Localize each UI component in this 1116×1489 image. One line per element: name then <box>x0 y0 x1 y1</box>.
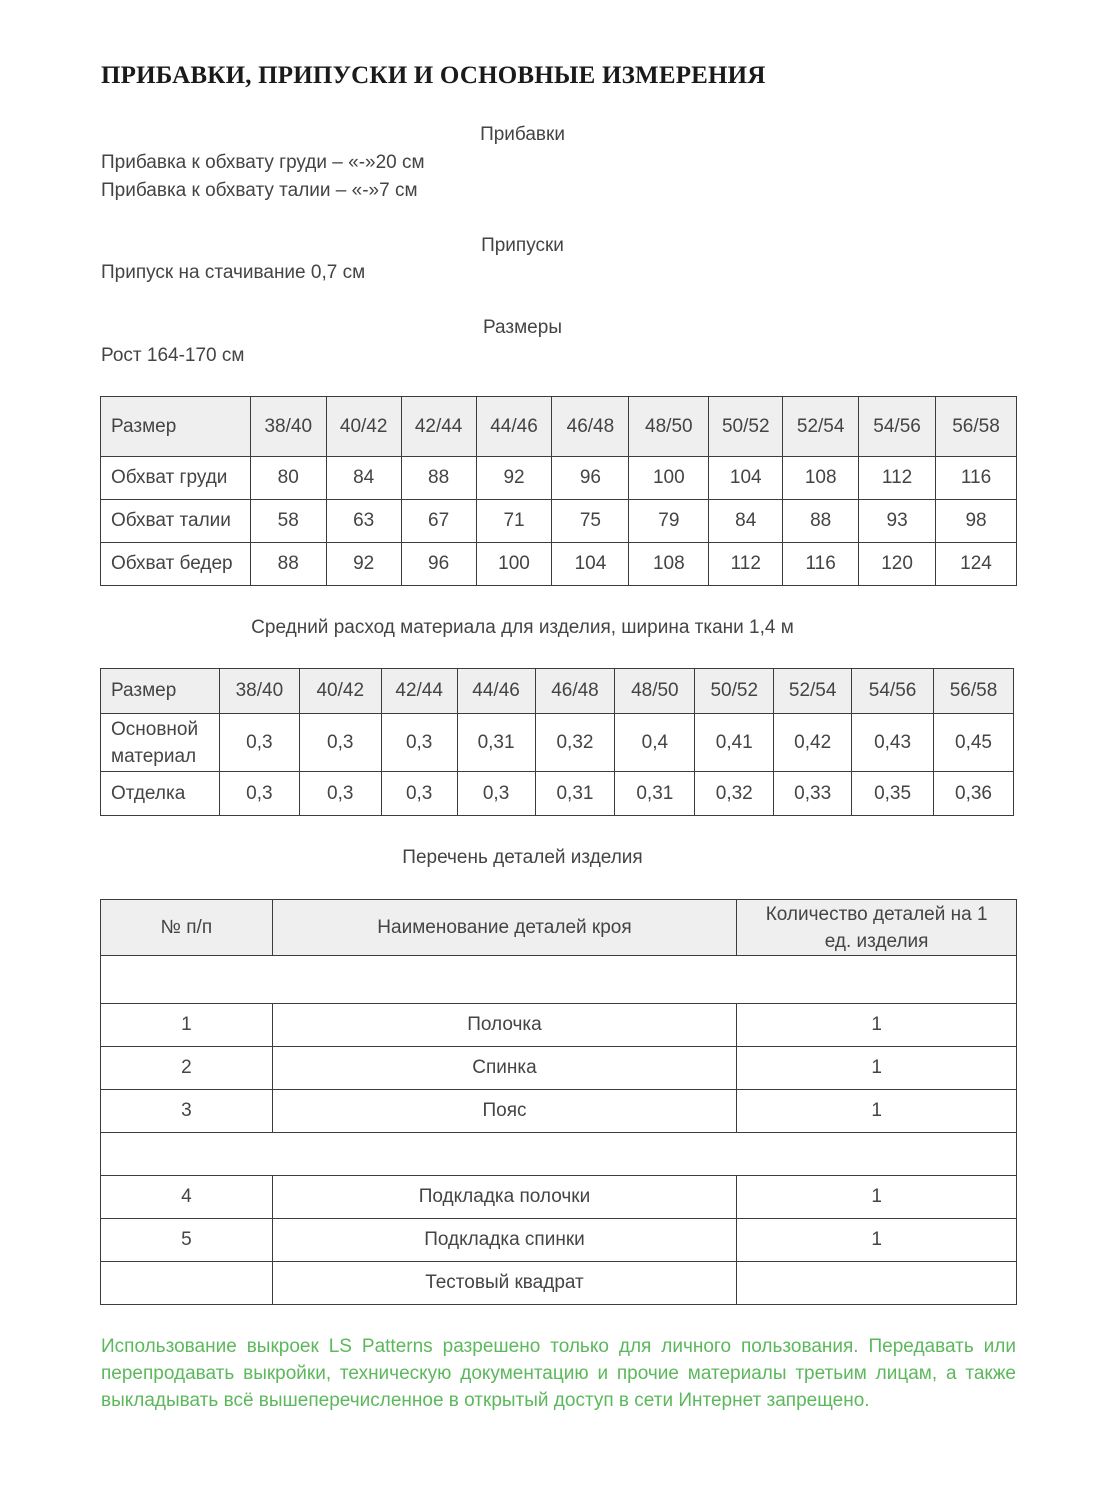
table-cell: 75 <box>552 500 629 543</box>
table-cell: 0,36 <box>934 772 1014 816</box>
table-cell: 0,3 <box>219 714 299 772</box>
table-header-cell: 48/50 <box>629 397 709 457</box>
table-cell: 0,3 <box>299 772 381 816</box>
page-title: ПРИБАВКИ, ПРИПУСКИ И ОСНОВНЫЕ ИЗМЕРЕНИЯ <box>101 62 766 89</box>
table-header-cell: Размер <box>101 669 220 714</box>
table-row <box>101 457 1017 500</box>
table-cell: 98 <box>936 500 1017 543</box>
chest-allowance: Прибавка к обхвату груди – «-»20 см <box>101 152 425 173</box>
table-cell: 124 <box>936 543 1017 586</box>
table-cell: 88 <box>783 500 859 543</box>
table-cell: 96 <box>401 543 476 586</box>
table-cell: 58 <box>250 500 326 543</box>
table-cell: 0,31 <box>535 772 615 816</box>
table-cell: 71 <box>476 500 552 543</box>
table-cell: 108 <box>629 543 709 586</box>
table-header-cell: 52/54 <box>774 669 852 714</box>
table-cell: 92 <box>476 457 552 500</box>
table-cell: Спинка <box>272 1047 736 1090</box>
seam-heading: Припуски <box>481 235 564 256</box>
table-cell: Подкладка полочки <box>272 1176 736 1219</box>
table-row <box>101 543 1017 586</box>
table-cell: 0,4 <box>615 714 695 772</box>
parts-list-table <box>100 899 1017 1305</box>
table-separator-row <box>101 956 1017 1004</box>
table-cell: 63 <box>326 500 401 543</box>
table-cell: 80 <box>250 457 326 500</box>
table-header-row <box>101 397 1017 457</box>
table-cell: 0,43 <box>852 714 934 772</box>
parts-heading: Перечень деталей изделия <box>402 847 643 868</box>
table-header-cell: 44/46 <box>476 397 552 457</box>
table-cell: 92 <box>326 543 401 586</box>
table-header-cell: № п/п <box>101 900 273 956</box>
table-cell: 1 <box>737 1219 1017 1262</box>
table-cell <box>737 1262 1017 1305</box>
table-row <box>101 1219 1017 1262</box>
table-cell: Пояс <box>272 1090 736 1133</box>
table-cell: 5 <box>101 1219 273 1262</box>
table-cell: Подкладка спинки <box>272 1219 736 1262</box>
table-header-cell: 54/56 <box>859 397 936 457</box>
table-cell: 120 <box>859 543 936 586</box>
table-row <box>101 1262 1017 1305</box>
table-cell: 104 <box>552 543 629 586</box>
table-row <box>101 1004 1017 1047</box>
table-header-cell: 38/40 <box>219 669 299 714</box>
table-header-cell: 44/46 <box>457 669 535 714</box>
table-cell: 0,3 <box>457 772 535 816</box>
seam-allowance: Припуск на стачивание 0,7 см <box>101 262 366 283</box>
material-consumption-table <box>100 668 1014 816</box>
table-separator-row <box>101 1133 1017 1176</box>
usage-notice: Использование выкроек LS Patterns разрешено только для личного пользования. Передавать или перепродавать выкройки, техническую документацию и прочие материалы третьим лицам, а также выкладывать всё вышеперечисленное в открытый доступ в сети Интернет запрещено. <box>101 1336 1016 1411</box>
table-cell: 0,42 <box>774 714 852 772</box>
table-cell: 112 <box>859 457 936 500</box>
table-cell: 0,31 <box>615 772 695 816</box>
table-cell: 84 <box>709 500 783 543</box>
empty-cell <box>101 956 1017 1004</box>
allowances-heading: Прибавки <box>480 124 565 145</box>
table-cell: 0,32 <box>695 772 774 816</box>
table-cell: Тестовый квадрат <box>272 1262 736 1305</box>
table-cell: Обхват талии <box>101 500 251 543</box>
table-header-cell: 52/54 <box>783 397 859 457</box>
table-row <box>101 1176 1017 1219</box>
table-row <box>101 500 1017 543</box>
consumption-heading: Средний расход материала для изделия, ширина ткани 1,4 м <box>251 617 794 638</box>
table-header-cell: 54/56 <box>852 669 934 714</box>
table-cell: 93 <box>859 500 936 543</box>
table-row <box>101 1090 1017 1133</box>
table-cell: 1 <box>737 1090 1017 1133</box>
table-header-cell: 40/42 <box>326 397 401 457</box>
table-cell: 96 <box>552 457 629 500</box>
table-header-cell: Количество деталей на 1 ед. изделия <box>737 900 1017 956</box>
table-cell: 0,45 <box>934 714 1014 772</box>
table-cell: 0,3 <box>219 772 299 816</box>
table-cell: 1 <box>737 1047 1017 1090</box>
table-cell: 0,35 <box>852 772 934 816</box>
table-header-row <box>101 669 1014 714</box>
table-header-cell: 42/44 <box>381 669 457 714</box>
empty-cell <box>101 1133 1017 1176</box>
table-cell <box>101 1262 273 1305</box>
table-cell: 100 <box>629 457 709 500</box>
table-cell: 88 <box>401 457 476 500</box>
table-cell: 0,33 <box>774 772 852 816</box>
table-row <box>101 772 1014 816</box>
table-header-cell: 46/48 <box>535 669 615 714</box>
table-cell: 100 <box>476 543 552 586</box>
table-header-cell: 56/58 <box>936 397 1017 457</box>
table-cell: 0,3 <box>381 772 457 816</box>
table-cell: 0,32 <box>535 714 615 772</box>
table-header-cell: Наименование деталей кроя <box>272 900 736 956</box>
table-header-cell: 46/48 <box>552 397 629 457</box>
table-header-cell: 50/52 <box>695 669 774 714</box>
table-cell: 1 <box>101 1004 273 1047</box>
table-cell: Отделка <box>101 772 220 816</box>
table-cell: 116 <box>936 457 1017 500</box>
table-cell: 79 <box>629 500 709 543</box>
table-row <box>101 714 1014 772</box>
table-cell: Обхват груди <box>101 457 251 500</box>
height-range: Рост 164-170 см <box>101 345 245 366</box>
table-cell: Обхват бедер <box>101 543 251 586</box>
table-cell: Полочка <box>272 1004 736 1047</box>
table-cell: 1 <box>737 1176 1017 1219</box>
table-cell: 0,3 <box>299 714 381 772</box>
table-header-cell: 38/40 <box>250 397 326 457</box>
table-cell: 4 <box>101 1176 273 1219</box>
table-header-cell: 42/44 <box>401 397 476 457</box>
table-header-cell: Размер <box>101 397 251 457</box>
table-cell: 0,31 <box>457 714 535 772</box>
table-header-cell: 48/50 <box>615 669 695 714</box>
table-cell: 116 <box>783 543 859 586</box>
table-header-row <box>101 900 1017 956</box>
table-cell: 67 <box>401 500 476 543</box>
table-cell: 84 <box>326 457 401 500</box>
table-cell: 1 <box>737 1004 1017 1047</box>
table-header-cell: 50/52 <box>709 397 783 457</box>
table-cell: 3 <box>101 1090 273 1133</box>
table-cell: 104 <box>709 457 783 500</box>
table-header-cell: 40/42 <box>299 669 381 714</box>
sizes-heading: Размеры <box>483 317 562 338</box>
table-cell: Основной материал <box>101 714 220 772</box>
table-cell: 2 <box>101 1047 273 1090</box>
table-cell: 88 <box>250 543 326 586</box>
table-cell: 112 <box>709 543 783 586</box>
size-measurement-table <box>100 396 1017 586</box>
table-cell: 0,3 <box>381 714 457 772</box>
table-cell: 108 <box>783 457 859 500</box>
waist-allowance: Прибавка к обхвату талии – «-»7 см <box>101 180 418 201</box>
table-header-cell: 56/58 <box>934 669 1014 714</box>
table-cell: 0,41 <box>695 714 774 772</box>
table-row <box>101 1047 1017 1090</box>
